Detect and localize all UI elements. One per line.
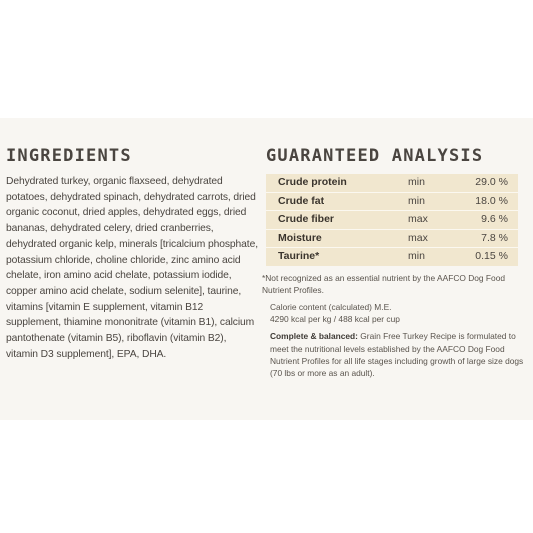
nutrient-name: Crude protein (266, 174, 408, 192)
nutrient-name: Moisture (266, 229, 408, 248)
nutrient-name: Crude fat (266, 192, 408, 211)
analysis-notes (262, 272, 528, 380)
taurine-footnote: *Not recognized as an essential nutrient by the AAFCO Dog Food Nutrient Profiles. (262, 272, 506, 295)
nutrient-name: Crude fiber (266, 211, 408, 230)
ingredients-heading: INGREDIENTS (6, 146, 132, 166)
nutrient-value: 7.8 % (468, 229, 518, 248)
nutrient-value: 0.15 % (475, 250, 508, 262)
nutrient-name: Taurine* (278, 250, 320, 262)
calorie-value: 4290 kcal per kg / 488 kcal per cup (270, 314, 400, 325)
complete-balanced-statement (266, 330, 528, 379)
complete-balanced-text: Grain Free Turkey Recipe is formulated to meet the nutritional levels established by the AAFCO Dog Food Nutrient Profiles for all life stages including growth of large size dogs (70 lbs or more as an adult). (270, 331, 524, 378)
table-row (266, 248, 518, 266)
calorie-label: Calorie content (calculated) M.E. (270, 301, 392, 312)
calorie-content (266, 301, 528, 325)
nutrient-basis: max (408, 229, 468, 248)
complete-balanced-lead: Complete & balanced: (270, 331, 358, 342)
guaranteed-analysis-heading: GUARANTEED ANALYSIS (266, 146, 484, 166)
table-row (266, 174, 518, 192)
analysis-table (266, 174, 518, 266)
nutrient-basis: max (408, 211, 468, 230)
ingredients-section (6, 145, 258, 362)
table-row (266, 211, 518, 230)
nutrient-basis: min (408, 174, 468, 192)
nutrient-value: 18.0 % (468, 192, 518, 211)
nutrient-basis: min (408, 250, 425, 262)
guaranteed-analysis-section (262, 145, 528, 384)
table-row (266, 192, 518, 211)
ingredients-text: Dehydrated turkey, organic flaxseed, dehydrated potatoes, dehydrated spinach, dehydrated carrots, dried organic coconut, dried apples, dehydrated eggs, dried bananas, dehydrated celery, dried cranberries, dehydrated organic kelp, minerals [tricalcium phosphate, potassium chloride, choline chloride, zinc amino acid chelate, iron amino acid chelate, potassium iodide, copper amino acid chelate, sodium selenite], taurine, vitamins [vitamin E supplement, vitamin B12 supplement, thiamine mononitrate (vitamin B1), calcium pantothenate (vitamin B5), riboflavin (vitamin B2), vitamin D3 supplement], EPA, DHA. (6, 176, 258, 360)
nutrient-value: 9.6 % (468, 211, 518, 230)
nutrient-value: 29.0 % (468, 174, 518, 192)
nutrient-basis: min (408, 192, 468, 211)
table-row (266, 229, 518, 248)
